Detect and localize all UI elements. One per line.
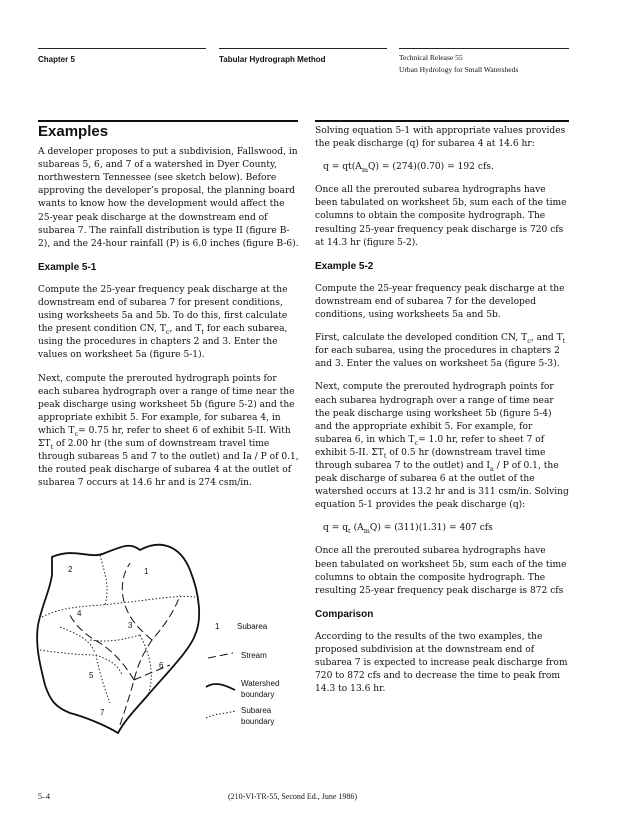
legend-subarea-label: Subarea <box>237 622 268 631</box>
header-rule-3 <box>399 48 569 49</box>
legend-stream-label: Stream <box>241 651 267 660</box>
header-rule-1 <box>38 48 206 49</box>
page-heading: Examples <box>38 123 109 140</box>
intro-paragraph: A developer proposes to put a subdivision, Fallswood, in subareas 5, 6, and 7 of a watershed in Dyer County, northwestern Tennessee (see sketch below). Before approving the developer’s proposal, the planning board wants to know how the development would affect the 25-year peak discharge at the downstream end of subarea 7. The rainfall distribution is type II (figure B-2), and the 24-hour rainfall (P) is 6.0 inches (figure B-6). <box>38 147 299 249</box>
example-5-1-heading: Example 5-1 <box>38 261 97 273</box>
legend-watershed-label-1: Watershed <box>241 679 280 688</box>
header-title: Tabular Hydrograph Method <box>219 55 326 64</box>
streams <box>70 563 180 725</box>
watershed-sketch <box>30 535 320 740</box>
right-paragraph-2: Once all the prerouted subarea hydrographs have been tabulated on worksheet 5b, sum each of the time columns to obtain the composite hydrograph. The resulting 25-year frequency peak discharge is 720 cfs at 14.3 hr (figure 5-2). <box>315 185 567 248</box>
section-rule-right <box>315 120 569 122</box>
section-rule-left <box>38 120 298 122</box>
subarea-number-2: 2 <box>68 565 73 574</box>
subarea-number-7: 7 <box>100 708 105 717</box>
header-subtitle-line: Urban Hydrology for Small Watersheds <box>399 65 519 74</box>
right-column <box>315 125 570 706</box>
subarea-number-3: 3 <box>128 621 133 630</box>
example-5-1-paragraph-2: Next, compute the prerouted hydrograph points for each subarea hydrograph over a range of time near the peak discharge using worksheet 5b (figure 5-2) and the appropriate exhibit 5. For example, for subarea 4, in which $T_c= 0.75$ hr, refer to sheet 6 of exhibit 5-II. With $\Sigma T_t$ of 2.00 hr (the sum of downstream travel time through subareas 5 and 7 to the outlet) and Ia / P of 0.1, the routed peak discharge of subarea 4 at the outlet of subarea 7 occurs at 14.6 hr and is 274 csm/in. <box>38 373 299 489</box>
comparison-paragraph: According to the results of the two examples, the proposed subdivision at the downstream end of subarea 7 is expected to increase peak discharge from 720 to 872 cfs and to decrease the time to peak from 14.3 to 13.6 hr. <box>315 631 568 695</box>
subarea-number-1: 1 <box>144 567 149 576</box>
legend-stream-symbol <box>208 653 233 658</box>
example-5-2-paragraph-2: First, calculate the developed condition CN, $T_c$, and $T_t$ for each subarea, using the procedures in chapters 2 and 3. Enter the values on worksheet 5a (figure 5-3). <box>315 333 566 370</box>
legend-subarea-boundary-label-2: boundary <box>241 717 275 726</box>
header-rule-2 <box>219 48 387 49</box>
subarea-number-4: 4 <box>77 609 82 618</box>
subarea-number-6: 6 <box>159 661 164 670</box>
page-number: 5–4 <box>38 792 50 801</box>
example-5-2-paragraph-3: Next, compute the prerouted hydrograph points for each subarea hydrograph over a range of time near the peak discharge using worksheet 5b (figure 5-4) and the appropriate exhibit 5. For example, for subarea 6, in which $T_c= 1.0$ hr, refer to sheet 7 of exhibit 5-II. $\Sigma T_t$ of 0.5 hr (downstream travel time through subarea 7 to the outlet) and $I_a$ / P of 0.1, the peak discharge of subarea 6 at the outlet of the watershed occurs at 13.2 hr and is 311 csm/in. Solving equation 5-1 provides the peak discharge (q): <box>315 382 569 511</box>
example-5-1-paragraph-1: Compute the 25-year frequency peak discharge at the downstream end of subarea 7 for present conditions, using worksheets 5a and 5b. To do this, first calculate the present condition CN, $T_c$, and $T_t$ for each subarea, using the procedures in chapters 2 and 3. Enter the values on worksheet 5a (figure 5-1). <box>38 284 288 361</box>
example-5-2-paragraph-1: Compute the 25-year frequency peak discharge at the downstream end of subarea 7 for the developed conditions, using worksheets 5a and 5b. <box>315 283 565 321</box>
example-5-2-heading: Example 5-2 <box>315 260 374 272</box>
header-release <box>399 52 518 76</box>
legend-watershed-label-2: boundary <box>241 690 275 699</box>
header-release-line: Technical Release 55 <box>399 53 463 62</box>
comparison-heading: Comparison <box>315 608 374 620</box>
legend-watershed-symbol <box>206 684 235 690</box>
legend-subarea-symbol: 1 <box>215 622 220 631</box>
footer-citation: (210-VI-TR-55, Second Ed., June 1986) <box>228 792 358 801</box>
header-chapter: Chapter 5 <box>38 55 75 64</box>
right-paragraph-1: Solving equation 5-1 with appropriate values provides the peak discharge (q) for subarea 4 at 14.6 hr: <box>315 126 566 150</box>
legend-subarea-boundary-symbol <box>206 711 235 718</box>
equation-2: $q = q_t$ $(A_mQ) = (311)(1.31) = 407$ cfs <box>323 523 493 536</box>
subarea-number-5: 5 <box>89 671 94 680</box>
subarea-boundaries <box>40 555 195 703</box>
legend-subarea-boundary-label-1: Subarea <box>241 706 272 715</box>
watershed-boundary <box>37 545 199 733</box>
right-paragraph-3: Once all the prerouted subarea hydrographs have been tabulated on worksheet 5b, sum each of the time columns to obtain the composite hydrograph. The resulting 25-year frequency peak discharge is 872 cfs <box>315 546 567 596</box>
equation-1: $q = qt(A_mQ) = (274)(0.70) = 192$ cfs. <box>323 162 494 174</box>
left-column <box>38 125 300 500</box>
